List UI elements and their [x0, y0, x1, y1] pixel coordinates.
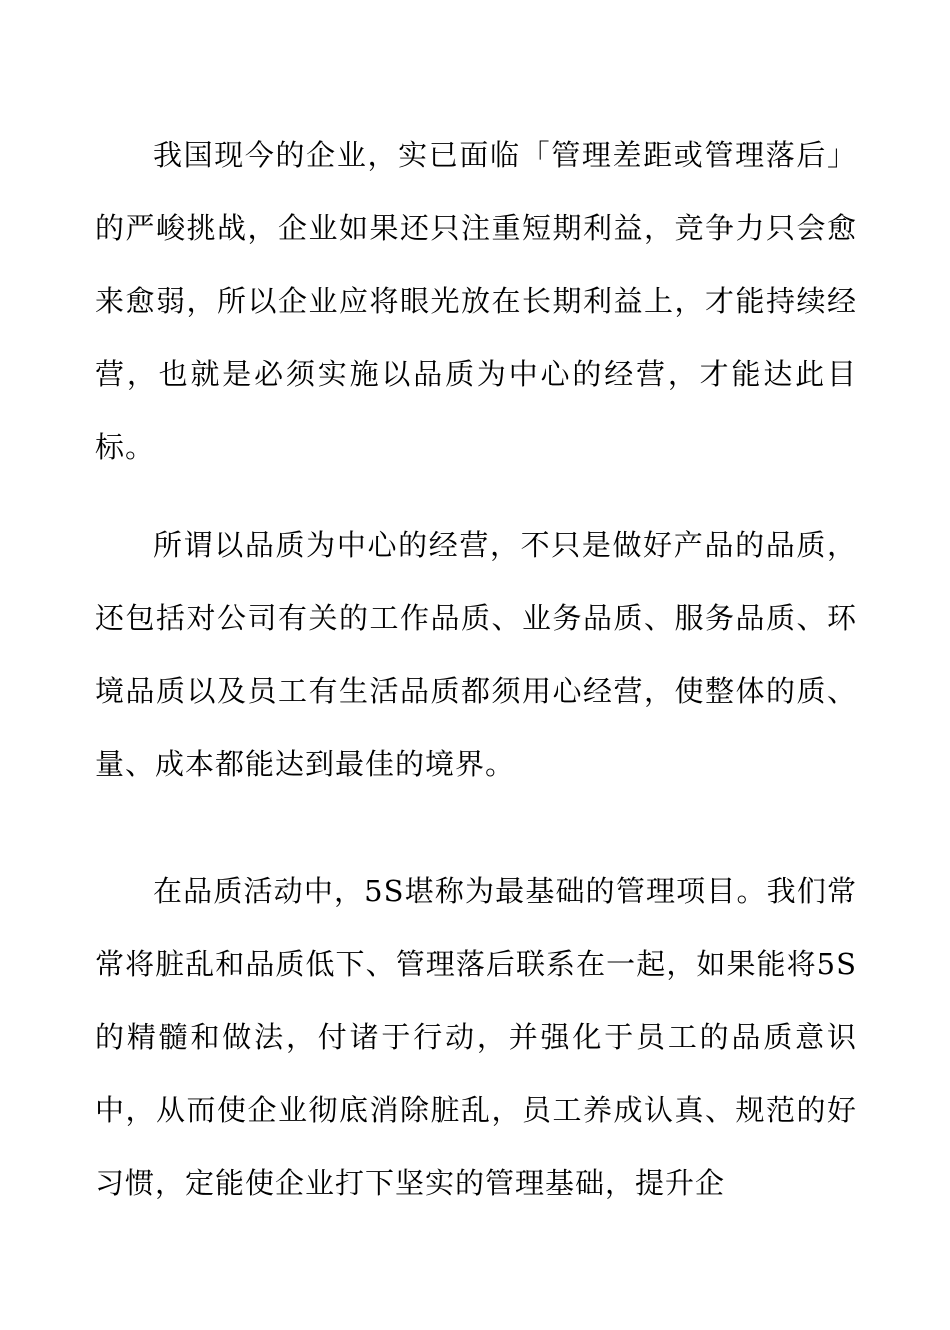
paragraph-5s-foundation: 在品质活动中，5S堪称为最基础的管理项目。我们常常将脏乱和品质低下、管理落后联系在一起，如果能将5S的精髓和做法，付诸于行动，并强化于员工的品质意识中，从而使企业彻底消除脏乱，员工养成认真、规范的好习惯，定能使企业打下坚实的管理基础，提升企 [95, 874, 857, 1200]
paragraph-quality-centered-management: 所谓以品质为中心的经营，不只是做好产品的品质，还包括对公司有关的工作品质、业务品质、服务品质、环境品质以及员工有生活品质都须用心经营，使整体的质、量、成本都能达到最佳的境界。 [95, 528, 857, 781]
paragraph-management-gap: 我国现今的企业，实已面临「管理差距或管理落后」的严峻挑战，企业如果还只注重短期利益，竞争力只会愈来愈弱，所以企业应将眼光放在长期利益上，才能持续经营，也就是必须实施以品质为中心的经营，才能达此目标。 [95, 138, 857, 464]
